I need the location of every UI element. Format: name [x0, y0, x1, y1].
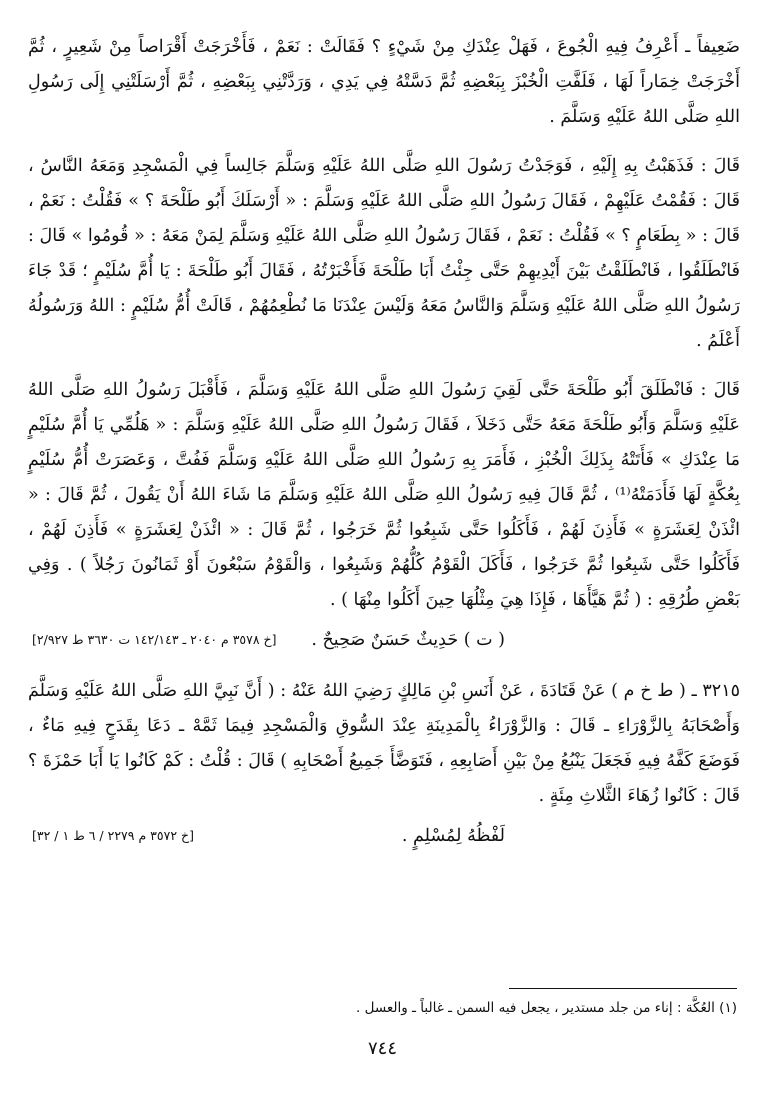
- grade-row: [28, 626, 740, 660]
- hadith-3215: ٣٢١٥ ـ ( ط خ م ) عَنْ قَتَادَةَ ، عَنْ أَنَسِ بْنِ مَالِكٍ رَضِيَ اللهُ عَنْهُ : ( أَنَّ نَبِيَّ اللهِ صَلَّى اللهُ عَلَيْهِ وَسَلَّمَ وَأَصْحَابَهُ بِالزَّوْرَاءِ ـ قَالَ : وَالزَّوْرَاءُ بِالْمَدِينَةِ عِنْدَ السُّوقِ وَالْمَسْجِدِ فِيمَا ثَمَّهْ ـ دَعَا بِقَدَحٍ فِيهِ مَاءٌ ، فَوَضَعَ كَفَّهُ فِيهِ فَجَعَلَ يَنْبُعُ مِنْ بَيْنِ أَصَابِعِهِ ، فَتَوَضَّأَ جَمِيعُ أَصْحَابِهِ ) قَالَ : قُلْتُ : كَمْ كَانُوا يَا أَبَا حَمْزَةَ ؟ قَالَ : كَانُوا زُهَاءَ الثَّلاثِ مِئَةٍ .: [28, 681, 740, 806]
- footnote-divider: [509, 988, 737, 989]
- wording-note: لَفْظُهُ لِمُسْلِمٍ .: [401, 826, 505, 846]
- page-body: [28, 30, 740, 856]
- wording-row: [28, 822, 740, 856]
- paragraph-2: قَالَ : فَذَهَبْتُ بِهِ إِلَيْهِ ، فَوَجَدْتُ رَسُولَ اللهِ صَلَّى اللهُ عَلَيْهِ وَسَلَّمَ جَالِساً فِي الْمَسْجِدِ وَمَعَهُ النَّاسُ ، قَالَ : فَقُمْتُ عَلَيْهِمْ ، فَقَالَ رَسُولُ اللهِ صَلَّى اللهُ عَلَيْهِ وَسَلَّمَ : « أَرْسَلَكَ أَبُو طَلْحَةَ ؟ » فَقُلْتُ : نَعَمْ ، قَالَ : « بِطَعَامٍ ؟ » فَقُلْتُ : نَعَمْ ، فَقَالَ رَسُولُ اللهِ صَلَّى اللهُ عَلَيْهِ وَسَلَّمَ لِمَنْ مَعَهُ : « قُومُوا » قَالَ : فَانْطَلَقُوا ، فَانْطَلَقْتُ بَيْنَ أَيْدِيهِمْ حَتَّى جِئْتُ أَبَا طَلْحَةَ فَأَخْبَرْتُهُ ، فَقَالَ أَبُو طَلْحَةَ : يَا أُمَّ سُلَيْمٍ ؛ قَدْ جَاءَ رَسُولُ اللهِ صَلَّى اللهُ عَلَيْهِ وَسَلَّمَ وَالنَّاسُ مَعَهُ وَلَيْسَ عِنْدَنَا مَا نُطْعِمُهُمْ ، قَالَتْ أُمُّ سُلَيْمٍ : اللهُ وَرَسُولُهُ أَعْلَمُ .: [28, 156, 740, 351]
- page-number: ٧٤٤: [367, 1038, 397, 1059]
- paragraph-1: ضَعِيفاً ـ أَعْرِفُ فِيهِ الْجُوعَ ، فَهَلْ عِنْدَكِ مِنْ شَيْءٍ ؟ فَقَالَتْ : نَعَمْ ، فَأَخْرَجَتْ أَقْرَاصاً مِنْ شَعِيرٍ ، ثُمَّ أَخْرَجَتْ خِمَاراً لَهَا ، فَلَفَّتِ الْخُبْزَ بِبَعْضِهِ ثُمَّ دَسَّتْهُ فِي يَدِي ، وَرَدَّتْنِي بِبَعْضِهِ ، ثُمَّ أَرْسَلَتْنِي إِلَى رَسُولِ اللهِ صَلَّى اللهُ عَلَيْهِ وَسَلَّمَ .: [28, 37, 740, 127]
- footnote: (١) العُكَّة : إناء من جلد مستدير ، يجعل فيه السمن ـ غالباً ـ والعسل .: [356, 1000, 737, 1016]
- wording-reference: [خ ٣٥٧٢ م ٢٢٧٩ / ٦ ط ١ / ٣٢]: [32, 828, 194, 843]
- source-reference: [خ ٣٥٧٨ م ٢٠٤٠ ـ ١٤٢/١٤٣ ت ٣٦٣٠ ط ٢/٩٢٧]: [32, 632, 277, 647]
- hadith-grade: ( ت ) حَدِيثٌ حَسَنٌ صَحِيحٌ .: [311, 630, 505, 650]
- paragraph-3: قَالَ : فَانْطَلَقَ أَبُو طَلْحَةَ حَتَّى لَقِيَ رَسُولَ اللهِ صَلَّى اللهُ عَلَيْهِ وَسَلَّمَ ، فَأَقْبَلَ رَسُولُ اللهِ صَلَّى اللهُ عَلَيْهِ وَسَلَّمَ وَأَبُو طَلْحَةَ مَعَهُ حَتَّى دَخَلاَ ، فَقَالَ رَسُولُ اللهِ صَلَّى اللهُ عَلَيْهِ وَسَلَّمَ : « هَلُمِّي يَا أُمَّ سُلَيْمٍ مَا عِنْدَكِ » فَأَتَتْهُ بِذَلِكَ الْخُبْزِ ، فَأَمَرَ بِهِ رَسُولُ اللهِ صَلَّى اللهُ عَلَيْهِ وَسَلَّمَ فَفُتَّ ، وَعَصَرَتْ أُمُّ سُلَيْمٍ بِعُكَّةٍ لَهَا فَأَدَمَتْهُ⁽¹⁾ ، ثُمَّ قَالَ فِيهِ رَسُولُ اللهِ صَلَّى اللهُ عَلَيْهِ وَسَلَّمَ مَا شَاءَ اللهُ أَنْ يَقُولَ ، ثُمَّ قَالَ : « ائْذَنْ لِعَشَرَةٍ » فَأَذِنَ لَهُمْ ، فَأَكَلُوا حَتَّى شَبِعُوا ثُمَّ خَرَجُوا ، ثُمَّ قَالَ : « ائْذَنْ لِعَشَرَةٍ » فَأَذِنَ لَهُمْ ، فَأَكَلُوا حَتَّى شَبِعُوا ثُمَّ خَرَجُوا ، فَأَكَلَ الْقَوْمُ كُلُّهُمْ وَشَبِعُوا ، وَالْقَوْمُ سَبْعُونَ أَوْ ثَمَانُونَ رَجُلاً ) . وَفِي بَعْضِ طُرُقِهِ : ( ثُمَّ هَيَّأَهَا ، فَإِذَا هِيَ مِثْلُهَا حِينَ أَكَلُوا مِنْهَا ) .: [28, 380, 740, 610]
